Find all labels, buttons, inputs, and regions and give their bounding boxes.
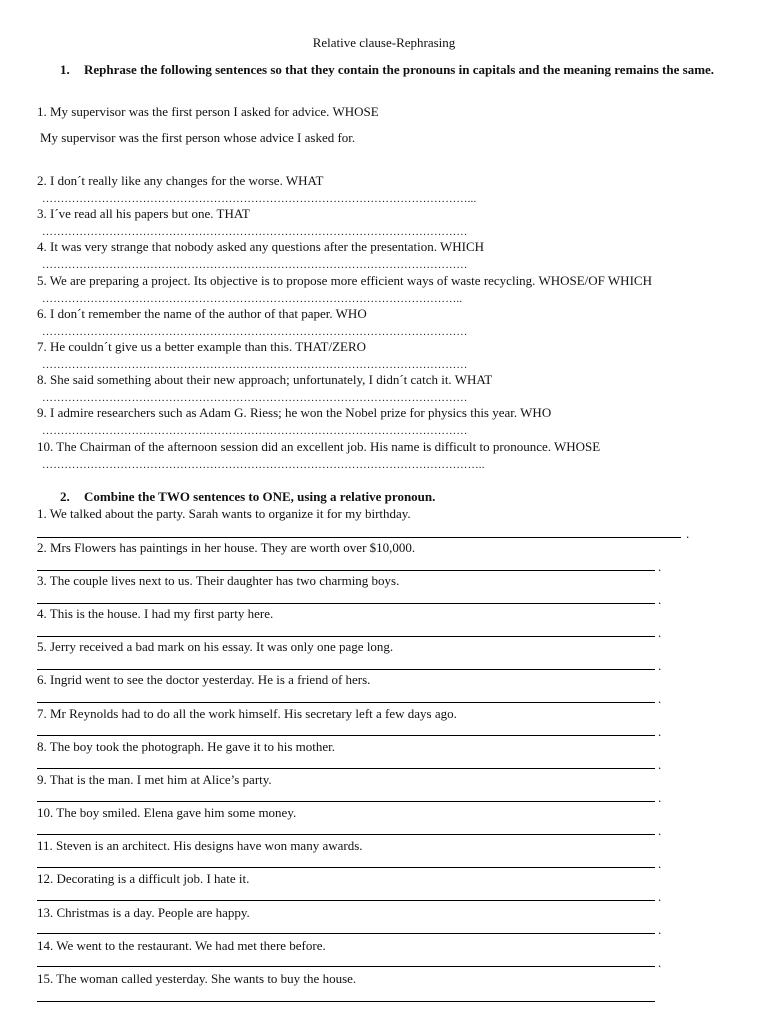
exercise-2-item-3: 3. The couple lives next to us. Their daughter has two charming boys. (37, 573, 400, 588)
answer-line-11-period: . (658, 856, 662, 871)
answer-dots-7[interactable]: …………………………………………………………………………………………………… (42, 359, 468, 371)
exercise-1-item-6: 6. I don´t remember the name of the author of that paper. WHO (37, 306, 367, 321)
answer-line-13-period: . (658, 922, 662, 937)
answer-line-7-period: . (658, 724, 662, 739)
section-1-number: 1. (60, 62, 70, 77)
answer-line-10-period: . (658, 823, 662, 838)
exercise-2-item-15: 15. The woman called yesterday. She wants to buy the house. (37, 971, 357, 986)
answer-line-6-period: . (658, 691, 662, 706)
answer-line-3-period: . (658, 592, 662, 607)
exercise-1-item-10: 10. The Chairman of the afternoon session did an excellent job. His name is difficult to pronounce. WHOSE (37, 439, 601, 454)
answer-dots-9[interactable]: …………………………………………………………………………………………………… (42, 425, 468, 437)
exercise-2-item-13: 13. Christmas is a day. People are happy. (37, 905, 250, 920)
answer-dots-10[interactable]: ……………………………………………………………………………………………………….. (42, 459, 485, 471)
exercise-1-item-8: 8. She said something about their new approach; unfortunately, I didn´t catch it. WHAT (37, 372, 493, 387)
answer-line-4-period: . (658, 625, 662, 640)
exercise-2-item-6: 6. Ingrid went to see the doctor yesterday. He is a friend of hers. (37, 672, 371, 687)
answer-line-1-period: . (686, 526, 690, 541)
exercise-2-item-11: 11. Steven is an architect. His designs have won many awards. (37, 838, 363, 853)
exercise-2-item-12: 12. Decorating is a difficult job. I hate it. (37, 871, 250, 886)
exercise-2-item-14: 14. We went to the restaurant. We had met there before. (37, 938, 326, 953)
exercise-2-item-9: 9. That is the man. I met him at Alice’s party. (37, 772, 272, 787)
answer-line-10[interactable] (37, 834, 655, 835)
answer-line-1[interactable] (37, 537, 681, 538)
exercise-1-item-2: 2. I don´t really like any changes for the worse. WHAT (37, 173, 324, 188)
answer-line-5[interactable] (37, 669, 655, 670)
answer-line-9[interactable] (37, 801, 655, 802)
section-1-heading (60, 62, 724, 78)
exercise-2-item-10: 10. The boy smiled. Elena gave him some money. (37, 805, 297, 820)
exercise-2-item-8: 8. The boy took the photograph. He gave it to his mother. (37, 739, 335, 754)
section-2-number: 2. (60, 489, 70, 504)
answer-line-14-period: . (658, 955, 662, 970)
exercise-1-item-5: 5. We are preparing a project. Its objective is to propose more efficient ways of waste recycling. WHOSE/OF WHICH (37, 273, 652, 288)
exercise-1-item-7: 7. He couldn´t give us a better example than this. THAT/ZERO (37, 339, 367, 354)
exercise-2-item-4: 4. This is the house. I had my first party here. (37, 606, 274, 621)
answer-line-12-period: . (658, 889, 662, 904)
answer-line-2[interactable] (37, 570, 655, 571)
answer-line-14[interactable] (37, 966, 655, 967)
answer-dots-2[interactable]: ……………………………………………………………………………………………………... (42, 193, 477, 205)
answer-line-5-period: . (658, 658, 662, 673)
page-title: Relative clause-Rephrasing (312, 35, 456, 50)
answer-line-8[interactable] (37, 768, 655, 769)
answer-dots-8[interactable]: …………………………………………………………………………………………………… (42, 392, 468, 404)
exercise-1-item-9: 9. I admire researchers such as Adam G. Riess; he won the Nobel prize for physics this year. WHO (37, 405, 552, 420)
section-1-instruction: Rephrase the following sentences so that they contain the pronouns in capitals and the meaning remains the same. (84, 62, 715, 77)
exercise-2-item-5: 5. Jerry received a bad mark on his essay. It was only one page long. (37, 639, 394, 654)
answer-line-15[interactable] (37, 1001, 655, 1002)
answer-dots-3[interactable]: …………………………………………………………………………………………………… (42, 226, 468, 238)
answer-line-12[interactable] (37, 900, 655, 901)
answer-dots-5[interactable]: ………………………………………………………………………………………………….. (42, 293, 463, 305)
exercise-1-item-1-answer: My supervisor was the first person whose advice I asked for. (40, 130, 356, 145)
section-2-heading (60, 489, 724, 505)
exercise-2-item-1: 1. We talked about the party. Sarah wants to organize it for my birthday. (37, 506, 411, 521)
answer-line-9-period: . (658, 790, 662, 805)
exercise-1-item-4: 4. It was very strange that nobody asked any questions after the presentation. WHICH (37, 239, 485, 254)
exercise-1-item-1: 1. My supervisor was the first person I asked for advice. WHOSE (37, 104, 379, 119)
exercise-2-item-2: 2. Mrs Flowers has paintings in her house. They are worth over $10,000. (37, 540, 416, 555)
answer-line-13[interactable] (37, 933, 655, 934)
answer-dots-6[interactable]: …………………………………………………………………………………………………… (42, 326, 468, 338)
answer-line-7[interactable] (37, 735, 655, 736)
answer-line-8-period: . (658, 757, 662, 772)
exercise-2-item-7: 7. Mr Reynolds had to do all the work himself. His secretary left a few days ago. (37, 706, 457, 721)
answer-line-6[interactable] (37, 702, 655, 703)
exercise-1-item-3: 3. I´ve read all his papers but one. THAT (37, 206, 250, 221)
answer-dots-4[interactable]: …………………………………………………………………………………………………… (42, 259, 468, 271)
answer-line-2-period: . (658, 559, 662, 574)
answer-line-11[interactable] (37, 867, 655, 868)
answer-line-3[interactable] (37, 603, 655, 604)
answer-line-4[interactable] (37, 636, 655, 637)
section-2-instruction: Combine the TWO sentences to ONE, using a relative pronoun. (84, 489, 436, 504)
